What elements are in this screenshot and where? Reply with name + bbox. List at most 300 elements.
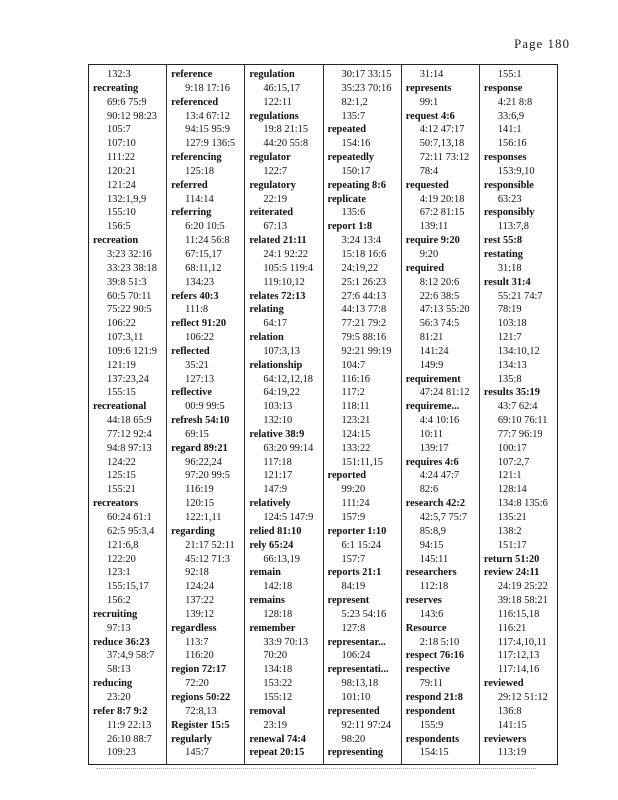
index-entry-refs: 78:19 — [497, 304, 522, 316]
index-entry-word: Resource — [405, 622, 447, 634]
index-entry-refs: 60:24 61:1 — [107, 512, 152, 523]
index-entry-refs: 111:8 — [185, 304, 209, 316]
index-entry-word: results 35:19 — [483, 387, 540, 399]
index-entry-refs: 113:7,8 — [497, 221, 529, 233]
index-entry-refs: 4:12 47:17 — [419, 124, 465, 136]
index-entry-refs: 121:24 — [107, 179, 136, 191]
index-entry-refs: 155:10 — [107, 207, 136, 219]
index-entry-refs: 92:21 99:19 — [341, 345, 392, 357]
index-entry-refs: 137:23,24 — [107, 373, 149, 385]
index-entry-refs: 154:15 — [419, 747, 449, 759]
index-entry-word: referring — [171, 207, 212, 219]
index-entry-word: rest 55:8 — [483, 235, 523, 247]
index-entry-refs: 124:22 — [107, 456, 136, 468]
index-entry-refs: 33:9 70:13 — [263, 636, 309, 648]
index-entry-refs: 92:18 — [185, 567, 209, 579]
index-entry-refs: 105:5 119:4 — [263, 262, 313, 274]
index-entry-refs: 116:15,18 — [497, 608, 540, 620]
index-entry-word: restating — [483, 248, 523, 260]
index-entry-refs: 157:7 — [341, 553, 366, 565]
index-entry-refs: 64:12,12,18 — [263, 373, 313, 385]
index-entry-word: reduce 36:23 — [93, 636, 150, 648]
index-entry-refs: 121:7 — [497, 332, 522, 344]
scan-artifact-line — [96, 768, 536, 771]
index-entry-refs: 103:18 — [497, 318, 527, 330]
index-entry-refs: 29:12 51:12 — [497, 691, 548, 703]
index-entry-refs: 43:7 62:4 — [497, 401, 538, 413]
index-entry-refs: 127:8 — [341, 622, 366, 634]
index-entry-refs: 145:7 — [185, 747, 209, 759]
index-entry-word: representati... — [327, 664, 389, 676]
index-entry-refs: 23:20 — [107, 691, 131, 703]
index-entry-refs: 128:14 — [497, 484, 527, 496]
index-entry-refs: 97:13 — [107, 622, 131, 634]
index-entry-word: respect 76:16 — [405, 650, 465, 662]
index-entry-refs: 132:10 — [263, 415, 293, 427]
index-entry-word: representing — [327, 747, 384, 759]
index-entry-word: reflect 91:20 — [171, 318, 227, 330]
index-entry-refs: 6:1 15:24 — [341, 539, 382, 551]
index-entry-refs: 10:11 — [419, 428, 443, 440]
index-entry-refs: 45:12 71:3 — [185, 553, 230, 565]
index-column-2 — [166, 65, 244, 764]
index-entry-refs: 70:20 — [263, 650, 288, 662]
index-entry-refs: 136:8 — [497, 705, 522, 717]
index-entry-refs: 135:21 — [497, 512, 527, 523]
index-entry-refs: 116:19 — [185, 484, 214, 496]
index-entry-word: recreational — [93, 401, 147, 413]
index-entry-refs: 155:9 — [419, 719, 444, 731]
index-entry-refs: 155:1 — [497, 69, 522, 80]
index-entry-word: recreation — [93, 235, 139, 247]
index-entry-refs: 122:1,11 — [185, 512, 222, 523]
index-entry-refs: 156:5 — [107, 221, 131, 233]
index-entry-refs: 5:23 54:16 — [341, 608, 387, 620]
index-entry-word: requires 4:6 — [405, 456, 459, 468]
index-entry-word: reports 21:1 — [327, 567, 382, 579]
index-entry-refs: 132:1,9,9 — [107, 193, 147, 205]
index-column-6 — [479, 65, 557, 764]
index-entry-refs: 2:18 5:10 — [419, 636, 460, 648]
index-entry-word: repeating 8:6 — [327, 179, 386, 191]
index-entry-refs: 46:15,17 — [263, 82, 301, 94]
index-entry-word: represented — [327, 705, 380, 717]
index-entry-refs: 24:1 92:22 — [263, 248, 309, 260]
index-entry-refs: 72:20 — [185, 678, 209, 690]
index-entry-refs: 155:15,17 — [107, 581, 149, 593]
index-entry-refs: 22:6 38:5 — [419, 290, 460, 302]
index-entry-word: regarding — [171, 525, 215, 537]
index-entry-refs: 134:23 — [185, 276, 215, 288]
index-entry-refs: 79:5 88:16 — [341, 332, 387, 344]
word-index-table — [88, 64, 558, 765]
index-entry-word: relates 72:13 — [249, 290, 306, 302]
index-entry-refs: 98:20 — [341, 733, 366, 745]
index-entry-refs: 85:8,9 — [419, 525, 446, 537]
index-entry-refs: 109:23 — [107, 747, 136, 759]
index-entry-word: responsible — [483, 179, 534, 191]
index-entry-refs: 117:18 — [263, 456, 292, 468]
index-entry-refs: 155:15 — [107, 387, 136, 399]
index-entry-refs: 68:11,12 — [185, 262, 222, 274]
index-entry-refs: 124:15 — [341, 428, 371, 440]
index-entry-refs: 134:10,12 — [497, 345, 540, 357]
index-entry-refs: 117:4,10,11 — [497, 636, 547, 648]
index-entry-refs: 121:6,8 — [107, 539, 139, 551]
index-entry-word: regulatory — [249, 179, 296, 191]
index-entry-refs: 114:14 — [185, 193, 214, 205]
index-entry-refs: 69:10 76:11 — [497, 415, 548, 427]
index-entry-word: review 24:11 — [483, 567, 540, 579]
index-entry-word: refers 40:3 — [171, 290, 219, 302]
index-entry-word: result 31:4 — [483, 276, 531, 288]
index-entry-word: representar... — [327, 636, 386, 648]
index-entry-word: required — [405, 262, 444, 274]
index-entry-word: regardless — [171, 622, 217, 634]
index-column-4 — [323, 65, 401, 764]
index-entry-word: referencing — [171, 152, 222, 164]
index-entry-refs: 125:15 — [107, 470, 136, 482]
index-entry-word: referenced — [171, 96, 219, 108]
index-entry-refs: 21:17 52:11 — [185, 539, 235, 551]
index-entry-word: recreators — [93, 498, 139, 510]
index-entry-refs: 97:20 99:5 — [185, 470, 230, 482]
index-entry-refs: 154:16 — [341, 138, 371, 150]
index-entry-word: relating — [249, 304, 284, 316]
index-entry-refs: 39:8 51:3 — [107, 276, 147, 288]
index-entry-refs: 3:23 32:16 — [107, 248, 152, 260]
index-entry-refs: 116:16 — [341, 373, 370, 385]
index-entry-refs: 42:5,7 75:7 — [419, 512, 468, 523]
index-entry-refs: 22:19 — [263, 193, 288, 205]
index-entry-refs: 133:22 — [341, 442, 371, 454]
index-entry-refs: 94:15 — [419, 539, 444, 551]
index-entry-refs: 107:3,13 — [263, 345, 301, 357]
index-entry-word: renewal 74:4 — [249, 733, 306, 745]
index-entry-word: reflective — [171, 387, 212, 399]
index-entry-refs: 121:19 — [107, 359, 136, 371]
index-entry-word: respective — [405, 664, 450, 676]
index-entry-refs: 124:24 — [185, 581, 215, 593]
index-entry-refs: 106:24 — [341, 650, 371, 662]
index-entry-refs: 111:22 — [107, 152, 136, 164]
index-entry-refs: 64:19,22 — [263, 387, 301, 399]
index-entry-refs: 3:24 13:4 — [341, 235, 382, 247]
index-entry-refs: 106:22 — [185, 332, 215, 344]
index-entry-refs: 121:17 — [263, 470, 293, 482]
index-entry-refs: 23:19 — [263, 719, 288, 731]
index-entry-refs: 134:18 — [263, 664, 293, 676]
index-entry-word: remains — [249, 595, 285, 607]
index-entry-refs: 47:13 55:20 — [419, 304, 470, 316]
index-entry-word: responsibly — [483, 207, 535, 219]
index-entry-refs: 112:18 — [419, 581, 449, 593]
index-entry-refs: 145:11 — [419, 553, 449, 565]
index-entry-word: relatively — [249, 498, 291, 510]
index-entry-refs: 82:1,2 — [341, 96, 368, 108]
index-entry-word: reported — [327, 470, 366, 482]
index-entry-refs: 33:23 38:18 — [107, 262, 157, 274]
index-entry-refs: 107:2,7 — [497, 456, 530, 468]
index-entry-refs: 37:4,9 58:7 — [107, 650, 155, 662]
index-entry-refs: 31:14 — [419, 69, 444, 80]
index-entry-refs: 101:10 — [341, 691, 371, 703]
index-entry-refs: 141:1 — [497, 124, 522, 136]
index-entry-refs: 116:21 — [497, 622, 527, 634]
index-entry-word: remain — [249, 567, 281, 579]
index-entry-word: relation — [249, 332, 284, 344]
index-entry-refs: 66:13,19 — [263, 553, 301, 565]
index-entry-refs: 157:9 — [341, 512, 366, 523]
index-entry-refs: 128:18 — [263, 608, 293, 620]
index-entry-word: responses — [483, 152, 527, 164]
index-entry-word: relative 38:9 — [249, 428, 305, 440]
index-entry-refs: 105:7 — [107, 124, 131, 136]
index-entry-refs: 122:7 — [263, 165, 288, 177]
index-entry-refs: 99:20 — [341, 484, 366, 496]
index-entry-word: reducing — [93, 678, 133, 690]
index-entry-word: reiterated — [249, 207, 293, 219]
index-entry-refs: 9:18 17:16 — [185, 82, 230, 94]
index-entry-refs: 69:15 — [185, 428, 209, 440]
index-entry-refs: 94:15 95:9 — [185, 124, 230, 136]
index-entry-refs: 58:13 — [107, 664, 131, 676]
index-entry-refs: 72:8,13 — [185, 705, 217, 717]
index-entry-refs: 155:21 — [107, 484, 136, 496]
index-entry-refs: 72:11 73:12 — [419, 152, 470, 164]
index-entry-refs: 11:9 22:13 — [107, 719, 152, 731]
index-entry-word: requested — [405, 179, 449, 191]
index-entry-refs: 82:6 — [419, 484, 439, 496]
index-entry-word: region 72:17 — [171, 664, 227, 676]
index-entry-word: return 51:20 — [483, 553, 540, 565]
index-entry-refs: 123:21 — [341, 415, 371, 427]
index-entry-refs: 100:17 — [497, 442, 527, 454]
index-entry-word: reserves — [405, 595, 442, 607]
index-entry-word: replicate — [327, 193, 366, 205]
index-entry-refs: 139:11 — [419, 221, 449, 233]
index-entry-refs: 153:22 — [263, 678, 293, 690]
index-entry-refs: 69:6 75:9 — [107, 96, 147, 108]
index-entry-refs: 156:2 — [107, 595, 131, 607]
index-entry-refs: 33:6,9 — [497, 110, 525, 122]
index-entry-refs: 122:20 — [107, 553, 136, 565]
index-entry-refs: 63:23 — [497, 193, 522, 205]
index-column-1 — [89, 65, 166, 764]
index-entry-refs: 94:8 97:13 — [107, 442, 152, 454]
index-entry-word: relationship — [249, 359, 303, 371]
index-entry-refs: 13:4 67:12 — [185, 110, 230, 122]
index-entry-refs: 35:21 — [185, 359, 209, 371]
index-entry-refs: 6:20 10:5 — [185, 221, 225, 233]
index-entry-refs: 119:10,12 — [263, 276, 305, 288]
index-entry-word: requirement — [405, 373, 461, 385]
index-entry-refs: 98:13,18 — [341, 678, 379, 690]
index-entry-refs: 135:6 — [341, 207, 366, 219]
index-entry-word: respondent — [405, 705, 456, 717]
index-entry-refs: 24:19 25:22 — [497, 581, 548, 593]
index-entry-refs: 134:8 135:6 — [497, 498, 548, 510]
index-entry-refs: 64:17 — [263, 318, 288, 330]
index-entry-word: respond 21:8 — [405, 691, 463, 703]
index-entry-word: recreating — [93, 82, 139, 94]
index-entry-refs: 62:5 95:3,4 — [107, 525, 155, 537]
index-entry-refs: 77:7 96:19 — [497, 428, 543, 440]
index-entry-refs: 67:2 81:15 — [419, 207, 465, 219]
index-entry-refs: 127:9 136:5 — [185, 138, 236, 150]
index-entry-refs: 117:12,13 — [497, 650, 540, 662]
index-entry-refs: 4:4 10:16 — [419, 415, 460, 427]
index-entry-refs: 75:22 90:5 — [107, 304, 152, 316]
index-entry-word: remember — [249, 622, 296, 634]
index-entry-refs: 125:18 — [185, 165, 215, 177]
index-entry-refs: 120:15 — [185, 498, 215, 510]
index-entry-refs: 99:1 — [419, 96, 439, 108]
index-entry-refs: 139:12 — [185, 608, 215, 620]
index-entry-refs: 120:21 — [107, 165, 136, 177]
index-entry-refs: 60:5 70:11 — [107, 290, 152, 302]
index-entry-refs: 113:19 — [497, 747, 527, 759]
index-entry-refs: 113:7 — [185, 636, 209, 648]
index-entry-refs: 137:22 — [185, 595, 215, 607]
index-entry-refs: 44:13 77:8 — [341, 304, 387, 316]
index-entry-refs: 124:5 147:9 — [263, 512, 314, 523]
index-entry-refs: 8:12 20:6 — [419, 276, 460, 288]
index-entry-refs: 31:18 — [497, 262, 522, 274]
index-entry-refs: 141:24 — [419, 345, 449, 357]
index-entry-refs: 127:13 — [185, 373, 215, 385]
index-entry-word: regions 50:22 — [171, 691, 231, 703]
index-entry-refs: 138:2 — [497, 525, 522, 537]
index-entry-refs: 27:6 44:13 — [341, 290, 387, 302]
index-entry-refs: 121:1 — [497, 470, 522, 482]
index-entry-word: refer 8:7 9:2 — [93, 705, 148, 717]
index-entry-word: require 9:20 — [405, 235, 460, 247]
index-entry-refs: 151:17 — [497, 539, 527, 551]
index-entry-refs: 44:20 55:8 — [263, 138, 309, 150]
index-entry-word: reference — [171, 69, 213, 80]
index-entry-refs: 77:21 79:2 — [341, 318, 387, 330]
index-entry-refs: 153:9,10 — [497, 165, 535, 177]
index-entry-word: Register 15:5 — [171, 719, 230, 731]
index-entry-refs: 24:19,22 — [341, 262, 379, 274]
index-entry-refs: 111:24 — [341, 498, 370, 510]
index-entry-refs: 55:21 74:7 — [497, 290, 543, 302]
index-entry-refs: 4:19 20:18 — [419, 193, 465, 205]
index-entry-word: repeated — [327, 124, 366, 136]
index-entry-refs: 00:9 99:5 — [185, 401, 225, 413]
index-entry-word: respondents — [405, 733, 460, 745]
index-entry-refs: 67:13 — [263, 221, 288, 233]
index-entry-word: relied 81:10 — [249, 525, 302, 537]
index-entry-refs: 4:21 8:8 — [497, 96, 533, 108]
index-entry-refs: 39:18 58:21 — [497, 595, 548, 607]
index-entry-refs: 11:24 56:8 — [185, 235, 230, 247]
index-entry-word: regard 89:21 — [171, 442, 228, 454]
index-entry-refs: 4:24 47:7 — [419, 470, 460, 482]
index-entry-refs: 84:19 — [341, 581, 366, 593]
page-number-label: Page 180 — [513, 36, 570, 51]
index-column-5 — [401, 65, 479, 764]
index-entry-refs: 155:12 — [263, 691, 293, 703]
index-entry-word: removal — [249, 705, 286, 717]
index-entry-refs: 122:11 — [263, 96, 292, 108]
index-entry-refs: 47:24 81:12 — [419, 387, 470, 399]
index-entry-refs: 30:17 33:15 — [341, 69, 392, 80]
index-entry-refs: 35:23 70:16 — [341, 82, 392, 94]
index-entry-refs: 116:20 — [185, 650, 214, 662]
index-entry-word: reflected — [171, 345, 210, 357]
index-entry-refs: 151:11,15 — [341, 456, 383, 468]
index-entry-refs: 15:18 16:6 — [341, 248, 387, 260]
index-entry-refs: 92:11 97:24 — [341, 719, 392, 731]
index-entry-refs: 109:6 121:9 — [107, 345, 157, 357]
index-entry-refs: 139:17 — [419, 442, 449, 454]
index-entry-refs: 117:2 — [341, 387, 365, 399]
index-entry-word: refresh 54:10 — [171, 415, 230, 427]
index-entry-refs: 81:21 — [419, 332, 444, 344]
index-entry-refs: 156:16 — [497, 138, 527, 150]
index-column-3 — [244, 65, 322, 764]
index-entry-refs: 9:20 — [419, 248, 439, 260]
index-entry-word: report 1:8 — [327, 221, 373, 233]
index-entry-word: researchers — [405, 567, 457, 579]
index-entry-refs: 67:15,17 — [185, 248, 222, 260]
index-entry-word: regulator — [249, 152, 291, 164]
index-entry-refs: 63:20 99:14 — [263, 442, 314, 454]
index-entry-refs: 118:11 — [341, 401, 370, 413]
index-entry-refs: 117:14,16 — [497, 664, 540, 676]
index-entry-word: regularly — [171, 733, 212, 745]
index-entry-refs: 96:22,24 — [185, 456, 222, 468]
index-entry-word: rely 65:24 — [249, 539, 294, 551]
index-entry-refs: 107:10 — [107, 138, 136, 150]
index-entry-word: referred — [171, 179, 208, 191]
index-entry-word: regulations — [249, 110, 299, 122]
index-entry-word: reviewers — [483, 733, 527, 745]
index-entry-refs: 132:3 — [107, 69, 131, 80]
index-entry-refs: 134:13 — [497, 359, 527, 371]
index-entry-refs: 142:18 — [263, 581, 293, 593]
index-entry-word: research 42:2 — [405, 498, 466, 510]
index-entry-refs: 135:8 — [497, 373, 522, 385]
index-entry-refs: 143:6 — [419, 608, 444, 620]
index-entry-refs: 19:8 21:15 — [263, 124, 309, 136]
index-entry-refs: 56:3 74:5 — [419, 318, 460, 330]
index-entry-refs: 104:7 — [341, 359, 366, 371]
index-entry-word: related 21:11 — [249, 235, 307, 247]
index-entry-word: response — [483, 82, 523, 94]
index-entry-refs: 44:18 65:9 — [107, 415, 152, 427]
index-entry-word: represents — [405, 82, 452, 94]
index-entry-refs: 25:1 26:23 — [341, 276, 387, 288]
index-entry-refs: 50:7,13,18 — [419, 138, 465, 150]
index-entry-refs: 141:15 — [497, 719, 527, 731]
index-entry-refs: 147:9 — [263, 484, 288, 496]
index-entry-refs: 123:1 — [107, 567, 131, 579]
index-entry-word: represent — [327, 595, 370, 607]
index-entry-word: repeat 20:15 — [249, 747, 305, 759]
index-entry-refs: 150:17 — [341, 165, 371, 177]
index-entry-refs: 107:3,11 — [107, 332, 144, 344]
index-entry-refs: 78:4 — [419, 165, 439, 177]
index-entry-refs: 77:12 92:4 — [107, 428, 152, 440]
index-entry-refs: 106:22 — [107, 318, 136, 330]
index-entry-word: reporter 1:10 — [327, 525, 387, 537]
index-entry-refs: 90:12 98:23 — [107, 110, 157, 122]
index-entry-word: recruiting — [93, 608, 138, 620]
index-entry-refs: 26:10 88:7 — [107, 733, 152, 745]
